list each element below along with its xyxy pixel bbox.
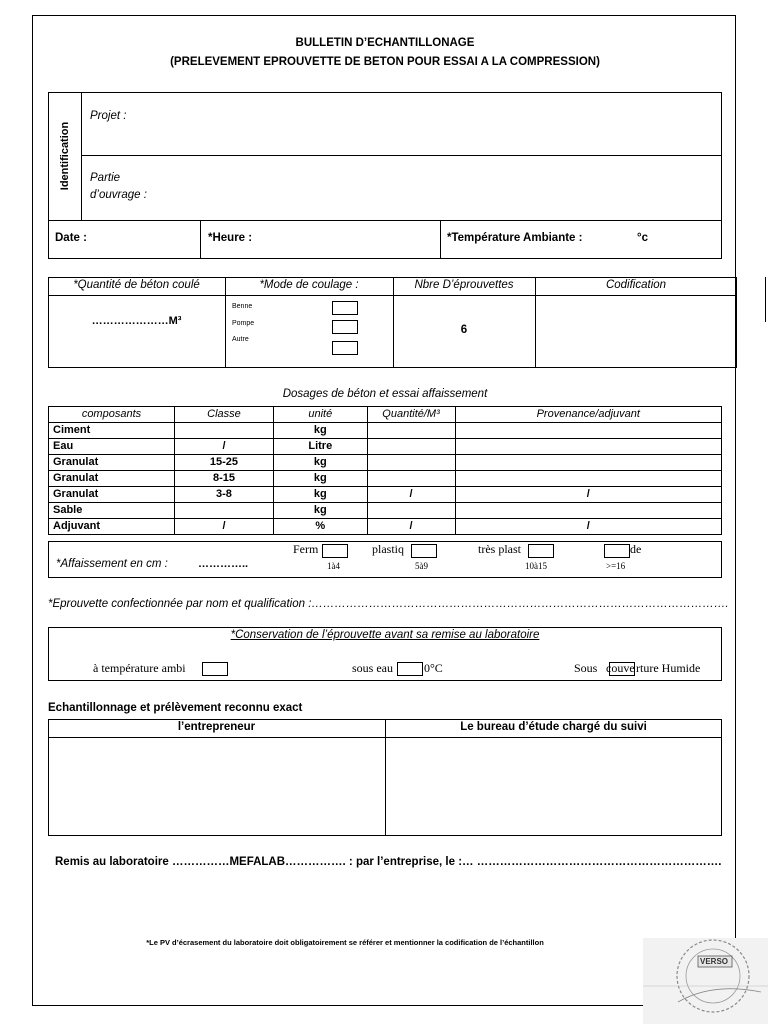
- table-cell: kg: [274, 503, 368, 519]
- table-cell: kg: [274, 487, 368, 503]
- verso-stamp: [643, 938, 768, 1024]
- affaissement-cat-ferme: Ferm: [293, 542, 319, 556]
- temperature-unit: °c: [637, 232, 648, 244]
- mode-benne-label: Benne: [232, 303, 253, 310]
- table-cell: [455, 439, 721, 455]
- table-cell: kg: [274, 423, 368, 439]
- signature-col-bureau: Le bureau d’étude chargé du suivi: [460, 721, 647, 733]
- table-cell: /: [455, 487, 721, 503]
- coulage-header-nbre: Nbre D’éprouvettes: [414, 279, 514, 291]
- coulage-header-mode: *Mode de coulage :: [259, 279, 359, 291]
- temperature-label: *Température Ambiante :: [447, 232, 583, 244]
- table-cell: /: [174, 519, 273, 535]
- affaissement-cat-fluide: de: [630, 542, 642, 556]
- remis-laboratoire-line: Remis au laboratoire ……………MEFALAB……………. : par l’entreprise, le :… ……………………………………………………….: [55, 856, 722, 868]
- affaissement-cat-plastique: plastiq: [372, 542, 404, 556]
- stamp-text: VERSO: [700, 957, 729, 966]
- footnote: *Le PV d’écrasement du laboratoire doit obligatoirement se référer et mentionner la codification de l’échantillon: [146, 938, 544, 947]
- dosage-header-provenance: Provenance/adjuvant: [455, 407, 721, 423]
- table-cell: [455, 471, 721, 487]
- table-cell: kg: [274, 455, 368, 471]
- title-line-2: (PRELEVEMENT EPROUVETTE DE BETON POUR ESSAI A LA COMPRESSION): [170, 56, 600, 68]
- dosage-header-composants: composants: [49, 407, 175, 423]
- affaissement-range-tres-plastique: 10à15: [525, 561, 547, 571]
- conservation-eau-temp: 0°C: [424, 661, 443, 675]
- partie-label-2: d’ouvrage :: [90, 189, 147, 201]
- table-cell: /: [367, 487, 455, 503]
- table-cell: [367, 503, 455, 519]
- conservation-eau-checkbox[interactable]: [397, 662, 423, 676]
- dosage-table: [48, 406, 722, 535]
- table-cell: /: [367, 519, 455, 535]
- heure-label: *Heure :: [208, 232, 253, 244]
- table-cell: [455, 455, 721, 471]
- dosage-header-quantite: Quantité/M³: [367, 407, 455, 423]
- table-cell: Ciment: [49, 423, 175, 439]
- table-row: [49, 455, 722, 471]
- identification-side-label: Identification: [59, 121, 71, 191]
- conservation-option-couverture-b: couve: [606, 661, 635, 675]
- affaissement-range-ferme: 1à4: [327, 561, 340, 571]
- date-label: Date :: [55, 232, 87, 244]
- mode-benne-checkbox[interactable]: [332, 301, 358, 315]
- table-cell: Eau: [49, 439, 175, 455]
- table-cell: Litre: [274, 439, 368, 455]
- eprouvette-confection-line: *Eprouvette confectionnée par nom et qualification :……………………………………………………………………………………………….: [48, 598, 729, 610]
- table-cell: %: [274, 519, 368, 535]
- conservation-title: *Conservation de l’éprouvette avant sa remise au laboratoire: [230, 629, 540, 641]
- partie-label-1: Partie: [90, 172, 121, 184]
- table-cell: 8-15: [174, 471, 273, 487]
- conservation-option-ambiante: à température ambi: [93, 661, 186, 675]
- table-row: [49, 519, 722, 535]
- affaissement-plastique-checkbox[interactable]: [411, 544, 437, 558]
- projet-label: Projet :: [90, 110, 127, 122]
- dosage-header-classe: Classe: [174, 407, 273, 423]
- table-cell: kg: [274, 471, 368, 487]
- affaissement-cat-tres-plastique: très plast: [478, 542, 521, 556]
- affaissement-value: …………..: [198, 558, 249, 570]
- dosage-header-row: [49, 407, 722, 423]
- table-cell: Granulat: [49, 471, 175, 487]
- affaissement-range-plastique: 5à9: [415, 561, 428, 571]
- table-row: [49, 439, 722, 455]
- affaissement-tres-plastique-checkbox[interactable]: [528, 544, 554, 558]
- signature-col-entrepreneur: l’entrepreneur: [177, 721, 256, 733]
- affaissement-ferme-checkbox[interactable]: [322, 544, 348, 558]
- mode-autre-label: Autre: [232, 336, 249, 343]
- mode-pompe-checkbox[interactable]: [332, 320, 358, 334]
- affaissement-fluide-checkbox[interactable]: [604, 544, 630, 558]
- table-row: [49, 503, 722, 519]
- table-row: [49, 471, 722, 487]
- table-cell: [455, 503, 721, 519]
- mode-pompe-label: Pompe: [232, 320, 255, 327]
- table-cell: /: [455, 519, 721, 535]
- table-cell: Granulat: [49, 487, 175, 503]
- conservation-option-eau: sous eau: [352, 661, 393, 675]
- table-row: [49, 487, 722, 503]
- nbre-eprouvettes-value: 6: [460, 324, 468, 336]
- table-cell: [174, 423, 273, 439]
- table-cell: Adjuvant: [49, 519, 175, 535]
- affaissement-range-fluide: >=16: [606, 561, 626, 571]
- table-cell: /: [174, 439, 273, 455]
- mode-autre-checkbox[interactable]: [332, 341, 358, 355]
- table-cell: [455, 423, 721, 439]
- dosage-header-unite: unité: [274, 407, 368, 423]
- table-cell: 15-25: [174, 455, 273, 471]
- table-cell: Granulat: [49, 455, 175, 471]
- table-row: [49, 423, 722, 439]
- title-line-1: BULLETIN D’ECHANTILLONAGE: [295, 37, 475, 49]
- coulage-header-codification: Codification: [605, 279, 667, 291]
- stamp-seal-icon: [643, 938, 768, 1024]
- conservation-ambiante-checkbox[interactable]: [202, 662, 228, 676]
- table-cell: [367, 455, 455, 471]
- table-cell: Sable: [49, 503, 175, 519]
- identification-box: [48, 92, 722, 259]
- table-cell: 3-8: [174, 487, 273, 503]
- table-cell: [367, 471, 455, 487]
- coulage-quantite-value: …………………M³: [91, 315, 182, 327]
- dosage-title: Dosages de béton et essai affaissement: [282, 388, 488, 400]
- conservation-option-couverture-a: Sous: [574, 661, 598, 675]
- conservation-option-couverture-c: rture Humide: [636, 661, 701, 675]
- affaissement-label: *Affaissement en cm :: [56, 558, 168, 570]
- signatures-heading: Echantillonnage et prélèvement reconnu exact: [48, 702, 303, 714]
- table-cell: [367, 423, 455, 439]
- table-cell: [174, 503, 273, 519]
- coulage-header-quantite: *Quantité de béton coulé: [73, 279, 200, 291]
- table-cell: [367, 439, 455, 455]
